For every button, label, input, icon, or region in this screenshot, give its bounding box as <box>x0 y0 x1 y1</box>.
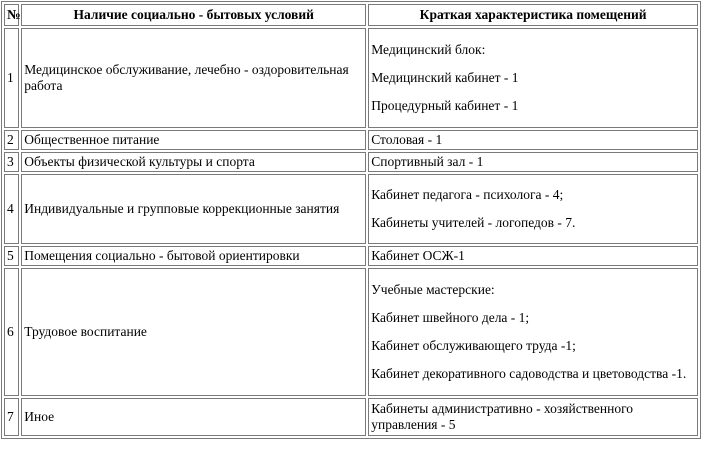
header-description: Краткая характеристика помещений <box>368 4 698 26</box>
table-row <box>4 152 698 172</box>
table-row <box>4 398 698 436</box>
row-description <box>368 268 698 396</box>
description-line: Кабинет декоративного садоводства и цветоводства -1. <box>371 366 687 381</box>
row-number: 4 <box>4 174 19 244</box>
row-description <box>368 130 698 150</box>
description-line: Кабинеты учителей - логопедов - 7. <box>371 215 576 230</box>
description-line: Учебные мастерские: <box>371 282 495 297</box>
row-number: 7 <box>4 398 19 436</box>
description-line: Спортивный зал - 1 <box>371 154 484 169</box>
description-line: Кабинет педагога - психолога - 4; <box>371 187 564 202</box>
description-line: Медицинский кабинет - 1 <box>371 70 519 85</box>
row-number: 5 <box>4 246 19 266</box>
row-description <box>368 28 698 128</box>
row-description <box>368 152 698 172</box>
row-condition: Медицинское обслуживание, лечебно - оздоровительная работа <box>21 28 366 128</box>
table-row <box>4 246 698 266</box>
table-row <box>4 130 698 150</box>
table-row <box>4 174 698 244</box>
row-condition: Помещения социально - бытовой ориентировки <box>21 246 366 266</box>
header-row <box>4 4 698 26</box>
row-number: 2 <box>4 130 19 150</box>
row-condition: Общественное питание <box>21 130 366 150</box>
row-condition: Объекты физической культуры и спорта <box>21 152 366 172</box>
row-condition: Трудовое воспитание <box>21 268 366 396</box>
description-line: Кабинет швейного дела - 1; <box>371 310 530 325</box>
header-conditions: Наличие социально - бытовых условий <box>21 4 366 26</box>
table-row <box>4 28 698 128</box>
row-condition: Иное <box>21 398 366 436</box>
row-condition: Индивидуальные и групповые коррекционные занятия <box>21 174 366 244</box>
description-line: Процедурный кабинет - 1 <box>371 98 519 113</box>
row-description <box>368 246 698 266</box>
description-line: Медицинский блок: <box>371 42 486 57</box>
facilities-table <box>1 1 701 439</box>
table-row <box>4 268 698 396</box>
row-number: 1 <box>4 28 19 128</box>
row-number: 6 <box>4 268 19 396</box>
row-description <box>368 174 698 244</box>
description-line: Кабинет обслуживающего труда -1; <box>371 338 576 353</box>
description-line: Столовая - 1 <box>371 132 443 147</box>
description-line: Кабинеты административно - хозяйственного управления - 5 <box>371 401 634 432</box>
row-description <box>368 398 698 436</box>
description-line: Кабинет ОСЖ-1 <box>371 248 465 263</box>
header-num: № <box>4 4 19 26</box>
row-number: 3 <box>4 152 19 172</box>
